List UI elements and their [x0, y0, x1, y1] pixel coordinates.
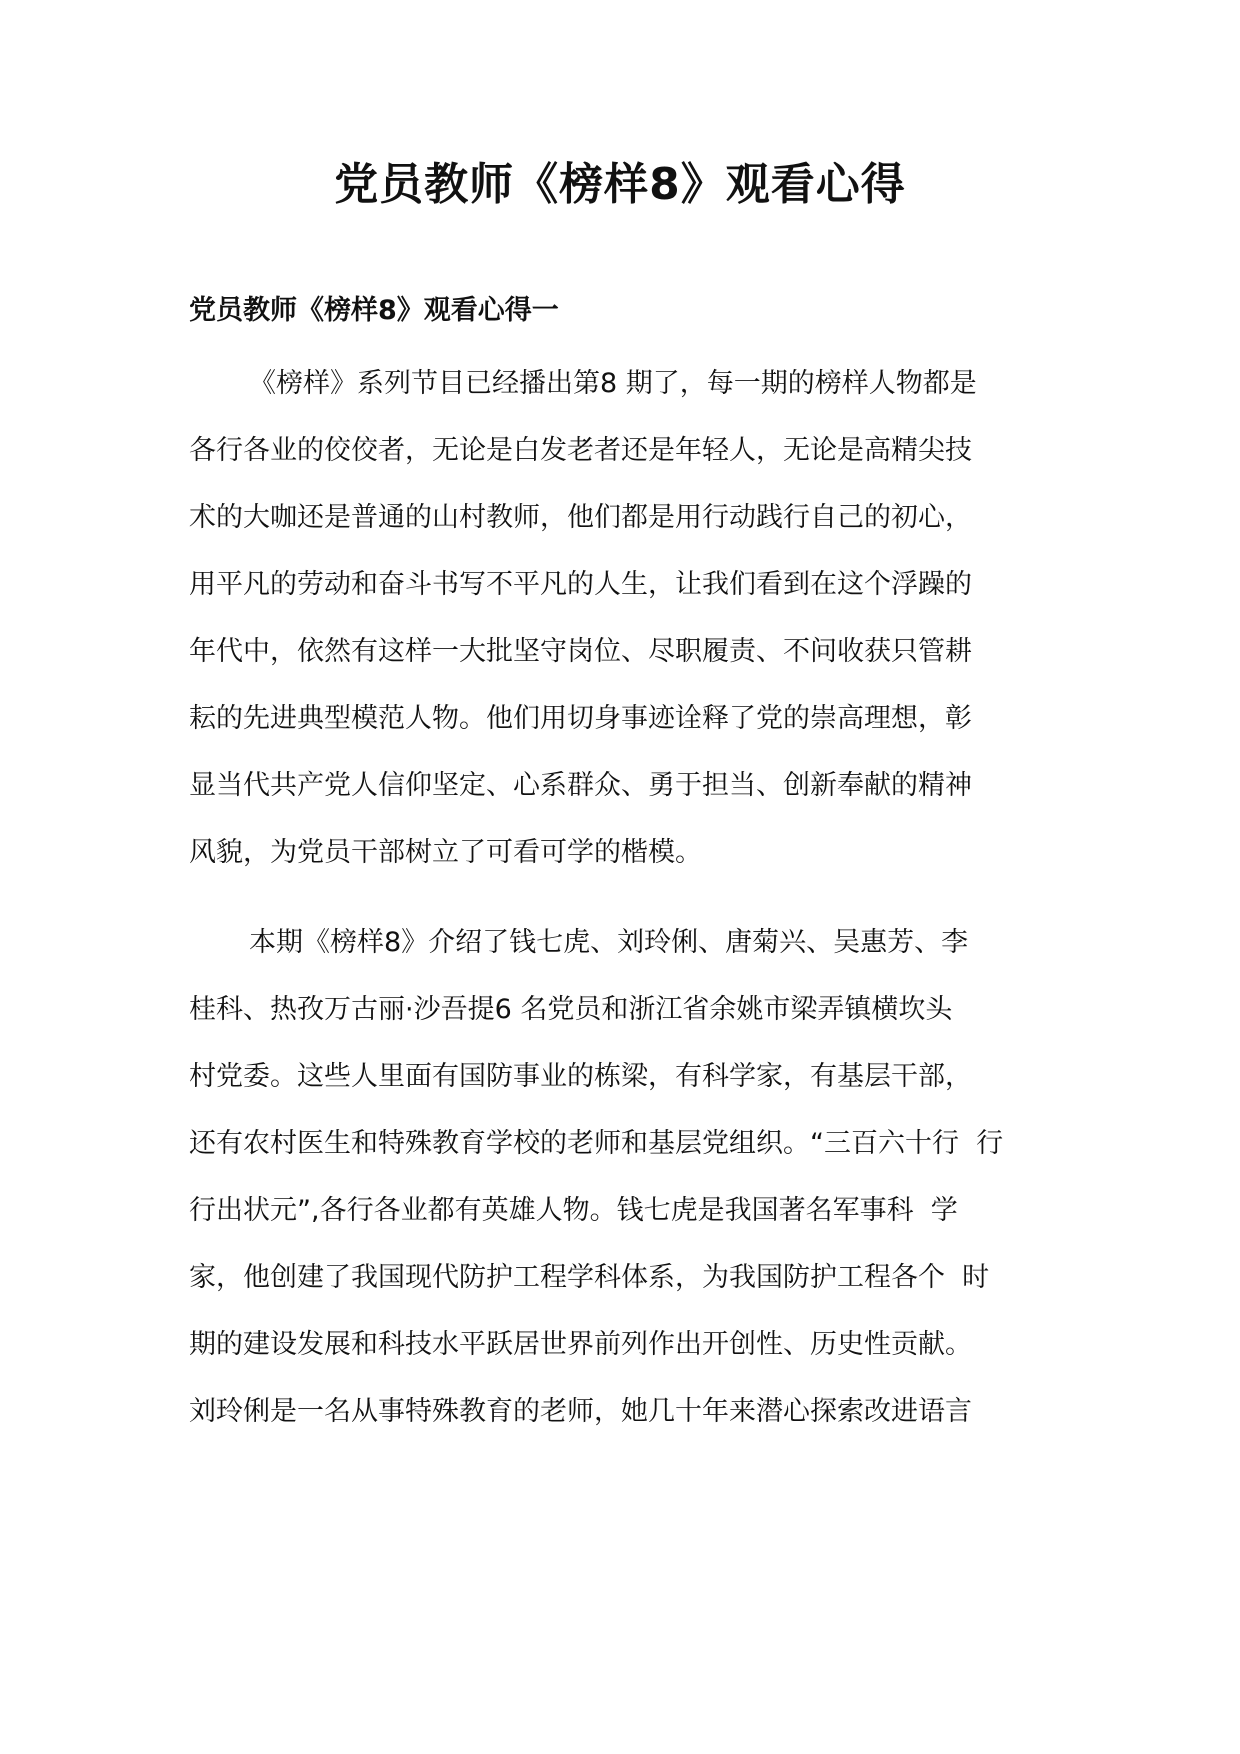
paragraph-line: 各行各业的佼佼者，无论是白发老者还是年轻人，无论是高精尖技 — [189, 435, 972, 466]
paragraph-1 — [189, 364, 1089, 900]
paragraph-line: 术的大咖还是普通的山村教师，他们都是用行动践行自己的初心， — [189, 502, 972, 533]
paragraph-line: 风貌，为党员干部树立了可看可学的楷模。 — [189, 837, 702, 868]
paragraph-line: 行出状元”,各行各业都有英雄人物。钱七虎是我国著名军事科 学 — [189, 1195, 958, 1226]
paragraph-line: 用平凡的劳动和奋斗书写不平凡的人生，让我们看到在这个浮躁的 — [189, 569, 972, 600]
paragraph-line: 年代中，依然有这样一大批坚守岗位、尽职履责、不问收获只管耕 — [189, 636, 972, 667]
paragraph-line: 期的建设发展和科技水平跃居世界前列作出开创性、历史性贡献。 — [189, 1329, 972, 1360]
paragraph-2 — [189, 923, 1089, 1459]
paragraph-line: 显当代共产党人信仰坚定、心系群众、勇于担当、创新奉献的精神 — [189, 770, 972, 801]
section-heading: 党员教师《榜样8》观看心得一 — [189, 295, 559, 326]
paragraph-line: 耘的先进典型模范人物。他们用切身事迹诠释了党的崇高理想，彰 — [189, 703, 972, 734]
paragraph-line: 《榜样》系列节目已经播出第8 期了，每一期的榜样人物都是 — [249, 368, 977, 399]
paragraph-line: 刘玲俐是一名从事特殊教育的老师，她几十年来潜心探索改进语言 — [189, 1396, 972, 1427]
paragraph-line: 村党委。这些人里面有国防事业的栋梁，有科学家，有基层干部， — [189, 1061, 972, 1092]
paragraph-line: 还有农村医生和特殊教育学校的老师和基层党组织。“三百六十行 行 — [189, 1128, 1004, 1159]
paragraph-line: 桂科、热孜万古丽·沙吾提6 名党员和浙江省余姚市梁弄镇横坎头 — [189, 994, 953, 1025]
page-title: 党员教师《榜样8》观看心得 — [334, 159, 906, 210]
paragraph-line: 本期《榜样8》介绍了钱七虎、刘玲俐、唐菊兴、吴惠芳、李 — [249, 927, 969, 958]
paragraph-line: 家，他创建了我国现代防护工程学科体系，为我国防护工程各个 时 — [189, 1262, 990, 1293]
